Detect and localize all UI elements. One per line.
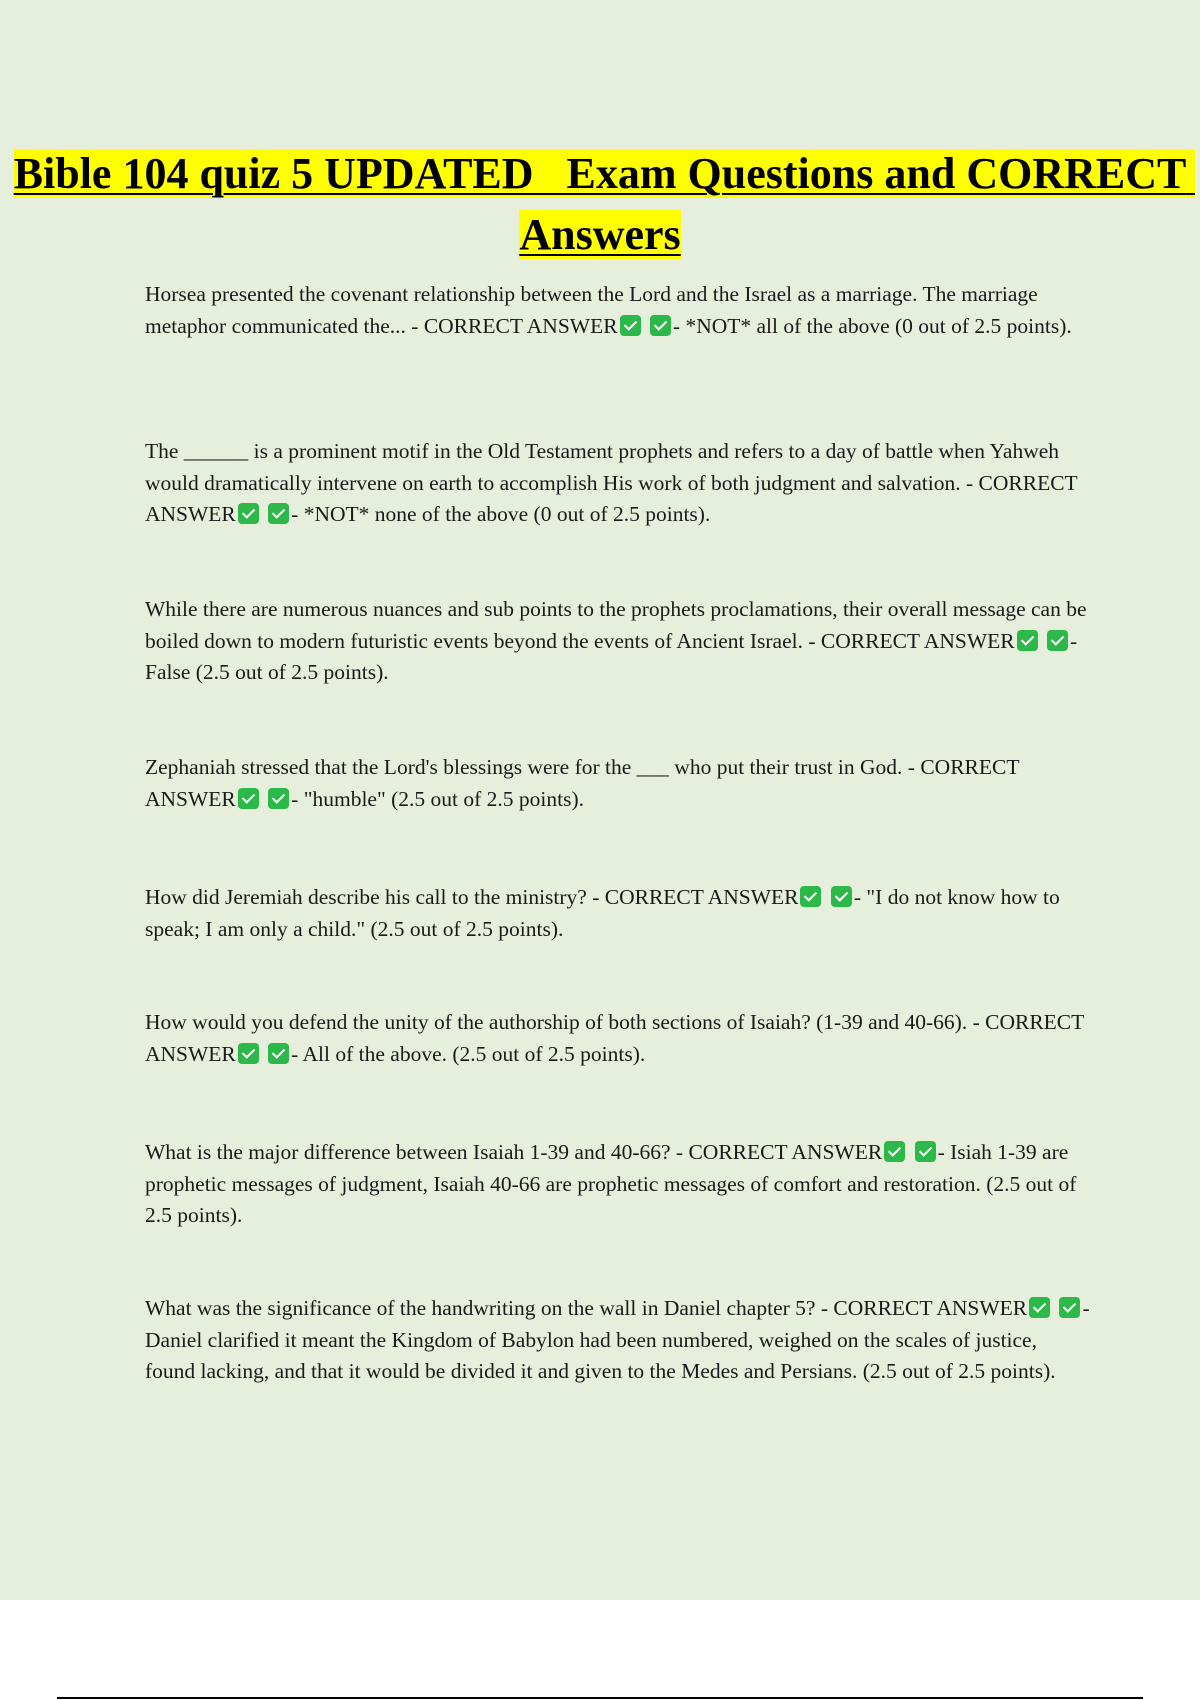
qa-item-8	[145, 1293, 1090, 1388]
question-text: How would you defend the unity of the authorship of both sections of Isaiah? (1-39 and 40-66).	[145, 1010, 968, 1034]
check-mark-icon	[268, 788, 289, 809]
qa-item-5	[145, 882, 1090, 945]
check-mark-icon	[831, 886, 852, 907]
correct-answer-label: - CORRECT ANSWER	[145, 755, 1020, 811]
correct-answer-label: - CORRECT ANSWER	[145, 470, 1078, 526]
title-block	[0, 143, 1200, 265]
correct-answer-label: - CORRECT ANSWER	[820, 1296, 1028, 1320]
question-text: How did Jeremiah describe his call to the ministry?	[145, 885, 587, 909]
check-mark-icon	[800, 886, 821, 907]
answer-text: - Isiah 1-39 are prophetic messages of judgment, Isaiah 40-66 are prophetic messages of comfort and restoration. (2.5 out of 2.5 points).	[145, 1140, 1077, 1227]
question-text: The ______ is a prominent motif in the Old Testament prophets and refers to a day of battle when Yahweh would dramatically intervene on earth to accomplish His work of both judgment and salvation.	[145, 439, 1060, 495]
qa-item-6	[145, 1007, 1090, 1070]
answer-text: - *NOT* all of the above (0 out of 2.5 points).	[672, 313, 1072, 338]
check-mark-icon	[238, 503, 259, 524]
qa-item-1	[145, 279, 1090, 342]
page-bottom-divider	[57, 1697, 1143, 1699]
correct-answer-label: - CORRECT ANSWER	[145, 1010, 1084, 1066]
answer-text: - *NOT* none of the above (0 out of 2.5 points).	[291, 502, 711, 526]
answer-text: - All of the above. (2.5 out of 2.5 points).	[291, 1041, 646, 1066]
correct-answer-label: - CORRECT ANSWER	[808, 628, 1015, 653]
check-mark-icon	[268, 1043, 289, 1064]
answer-text: - "humble" (2.5 out of 2.5 points).	[291, 786, 584, 811]
correct-answer-label: - CORRECT ANSWER	[592, 885, 799, 909]
question-text: Zephaniah stressed that the Lord's blessings were for the ___ who put their trust in God.	[145, 755, 903, 779]
check-mark-icon	[884, 1141, 905, 1162]
check-mark-icon	[650, 315, 671, 336]
check-mark-icon	[268, 503, 289, 524]
check-mark-icon	[238, 1043, 259, 1064]
check-mark-icon	[1017, 630, 1038, 651]
answer-text: - Daniel clarified it meant the Kingdom of Babylon had been numbered, weighed on the scales of justice, found lacking, and that it would be divided it and given to the Medes and Persians. (2.5 out of 2.5 points).	[145, 1296, 1090, 1383]
check-mark-icon	[1059, 1297, 1080, 1318]
answer-text: - False (2.5 out of 2.5 points).	[145, 628, 1078, 684]
qa-item-4	[145, 752, 1090, 815]
correct-answer-label: - CORRECT ANSWER	[675, 1140, 883, 1164]
document-title: Bible 104 quiz 5 UPDATED Exam Questions and CORRECT Answers	[13, 149, 1195, 259]
check-mark-icon	[1029, 1297, 1050, 1318]
question-text: While there are numerous nuances and sub points to the prophets proclamations, their overall message can be boiled down to modern futuristic events beyond the events of Ancient Israel.	[145, 597, 1087, 653]
qa-item-2	[145, 436, 1090, 531]
question-text: What was the significance of the handwriting on the wall in Daniel chapter 5?	[145, 1296, 816, 1320]
check-mark-icon	[238, 788, 259, 809]
correct-answer-label: - CORRECT ANSWER	[411, 313, 618, 338]
qa-item-3	[145, 594, 1090, 689]
qa-item-7	[145, 1137, 1090, 1232]
question-text: Horsea presented the covenant relationship between the Lord and the Israel as a marriage. The marriage metaphor communicated the...	[145, 282, 1038, 338]
check-mark-icon	[915, 1141, 936, 1162]
check-mark-icon	[1047, 630, 1068, 651]
question-text: What is the major difference between Isaiah 1-39 and 40-66?	[145, 1140, 671, 1164]
answer-text: - "I do not know how to speak; I am only a child." (2.5 out of 2.5 points).	[145, 885, 1060, 941]
check-mark-icon	[620, 315, 641, 336]
